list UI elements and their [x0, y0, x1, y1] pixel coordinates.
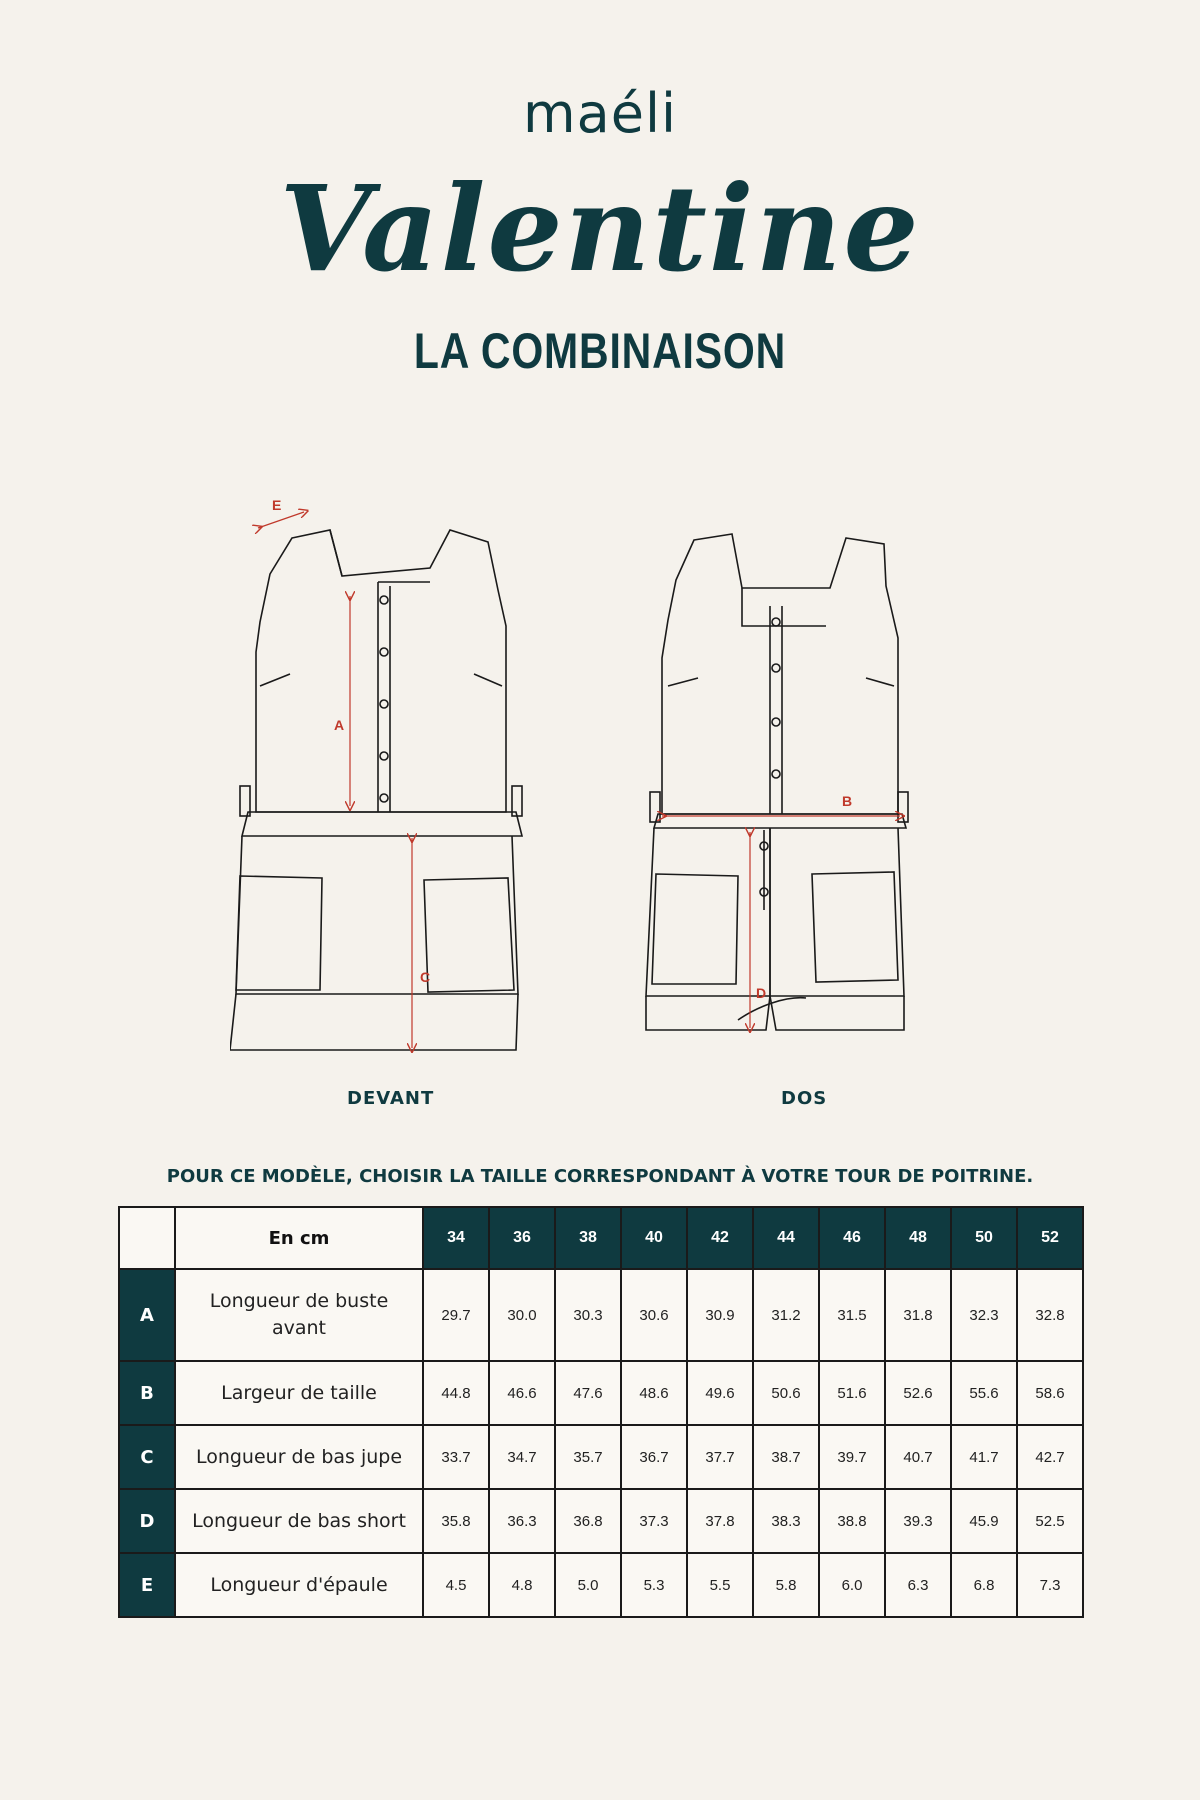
row-letter: C — [119, 1425, 175, 1489]
corner-cell — [119, 1207, 175, 1269]
size-42: 42 — [687, 1207, 753, 1269]
table-cell: 38.3 — [753, 1489, 819, 1553]
size-38: 38 — [555, 1207, 621, 1269]
table-cell: 5.8 — [753, 1553, 819, 1617]
measurement-row-e — [119, 1553, 1083, 1617]
table-cell: 30.6 — [621, 1269, 687, 1361]
table-cell: 38.7 — [753, 1425, 819, 1489]
table-cell: 45.9 — [951, 1489, 1017, 1553]
table-cell: 35.7 — [555, 1425, 621, 1489]
table-cell: 6.0 — [819, 1553, 885, 1617]
table-cell: 42.7 — [1017, 1425, 1083, 1489]
table-cell: 32.3 — [951, 1269, 1017, 1361]
row-label: Largeur de taille — [175, 1361, 423, 1425]
size-header-row — [119, 1207, 1083, 1269]
table-cell: 31.2 — [753, 1269, 819, 1361]
table-cell: 36.7 — [621, 1425, 687, 1489]
table-cell: 6.3 — [885, 1553, 951, 1617]
table-cell: 7.3 — [1017, 1553, 1083, 1617]
marker-e: E — [272, 497, 282, 513]
size-52: 52 — [1017, 1207, 1083, 1269]
table-cell: 44.8 — [423, 1361, 489, 1425]
pattern-subtitle: LA COMBINAISON — [413, 323, 787, 379]
table-cell: 33.7 — [423, 1425, 489, 1489]
table-cell: 31.8 — [885, 1269, 951, 1361]
table-cell: 36.3 — [489, 1489, 555, 1553]
table-cell: 46.6 — [489, 1361, 555, 1425]
size-chart-table — [118, 1206, 1084, 1618]
table-cell: 37.8 — [687, 1489, 753, 1553]
measurement-row-b — [119, 1361, 1083, 1425]
size-46: 46 — [819, 1207, 885, 1269]
table-cell: 39.7 — [819, 1425, 885, 1489]
table-cell: 5.5 — [687, 1553, 753, 1617]
table-cell: 37.7 — [687, 1425, 753, 1489]
garment-technical-drawings — [230, 490, 970, 1070]
measurement-row-d — [119, 1489, 1083, 1553]
front-measurements — [258, 512, 412, 1048]
row-label: Longueur de bas short — [175, 1489, 423, 1553]
table-cell: 5.0 — [555, 1553, 621, 1617]
table-cell: 30.0 — [489, 1269, 555, 1361]
marker-a: A — [334, 717, 345, 733]
table-cell: 37.3 — [621, 1489, 687, 1553]
table-cell: 38.8 — [819, 1489, 885, 1553]
table-cell: 51.6 — [819, 1361, 885, 1425]
size-44: 44 — [753, 1207, 819, 1269]
table-cell: 52.6 — [885, 1361, 951, 1425]
row-label: Longueur de bas jupe — [175, 1425, 423, 1489]
table-cell: 4.8 — [489, 1553, 555, 1617]
table-cell: 35.8 — [423, 1489, 489, 1553]
marker-b: B — [842, 793, 853, 809]
table-cell: 34.7 — [489, 1425, 555, 1489]
unit-label: En cm — [175, 1207, 423, 1269]
table-cell: 6.8 — [951, 1553, 1017, 1617]
row-label: Longueur d'épaule — [175, 1553, 423, 1617]
table-cell: 39.3 — [885, 1489, 951, 1553]
table-cell: 41.7 — [951, 1425, 1017, 1489]
brand-logo: maéli — [523, 82, 677, 145]
table-cell: 31.5 — [819, 1269, 885, 1361]
size-40: 40 — [621, 1207, 687, 1269]
table-cell: 5.3 — [621, 1553, 687, 1617]
table-cell: 55.6 — [951, 1361, 1017, 1425]
row-letter: B — [119, 1361, 175, 1425]
table-cell: 4.5 — [423, 1553, 489, 1617]
table-cell: 49.6 — [687, 1361, 753, 1425]
marker-c: C — [420, 969, 431, 985]
row-label: Longueur de buste avant — [175, 1269, 423, 1361]
row-letter: A — [119, 1269, 175, 1361]
table-cell: 50.6 — [753, 1361, 819, 1425]
table-cell: 30.3 — [555, 1269, 621, 1361]
table-cell: 58.6 — [1017, 1361, 1083, 1425]
table-cell: 47.6 — [555, 1361, 621, 1425]
table-cell: 48.6 — [621, 1361, 687, 1425]
marker-d: D — [756, 985, 767, 1001]
back-view-label: DOS — [781, 1088, 828, 1109]
size-48: 48 — [885, 1207, 951, 1269]
table-cell: 30.9 — [687, 1269, 753, 1361]
size-50: 50 — [951, 1207, 1017, 1269]
measurement-row-a — [119, 1269, 1083, 1361]
table-cell: 52.5 — [1017, 1489, 1083, 1553]
pattern-title: Valentine — [279, 159, 921, 298]
table-cell: 29.7 — [423, 1269, 489, 1361]
size-36: 36 — [489, 1207, 555, 1269]
size-instruction: POUR CE MODÈLE, CHOISIR LA TAILLE CORRESPONDANT À VOTRE TOUR DE POITRINE. — [166, 1166, 1034, 1187]
measurement-row-c — [119, 1425, 1083, 1489]
table-cell: 40.7 — [885, 1425, 951, 1489]
row-letter: E — [119, 1553, 175, 1617]
front-view-drawing — [230, 530, 522, 1050]
row-letter: D — [119, 1489, 175, 1553]
back-view-drawing — [646, 534, 908, 1030]
front-view-label: DEVANT — [347, 1088, 435, 1109]
size-34: 34 — [423, 1207, 489, 1269]
table-cell: 36.8 — [555, 1489, 621, 1553]
table-cell: 32.8 — [1017, 1269, 1083, 1361]
